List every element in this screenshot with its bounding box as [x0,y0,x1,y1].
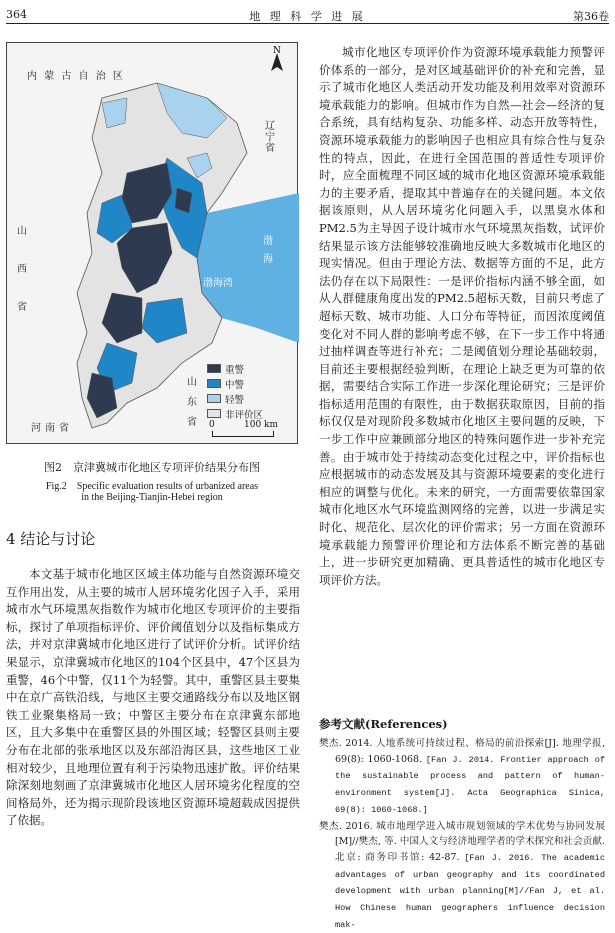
reference-en: [Fan J. 2016. The academic advantages of urban geography and its coordinated development with urban planning[M]//Fan J, et al. How Chinese human geographers influence decision mak- [335,852,605,930]
references-heading: 参考文献(References) [319,717,448,731]
label-henan: 河南省 [31,423,73,434]
scale-end: 100 km [244,420,279,430]
map-legend [207,361,263,421]
legend-swatch-nonevaluated [207,409,221,418]
label-shanxi: 山西省 [17,226,27,313]
label-liaoning: 辽宁省 [265,121,275,154]
legend-item: 中警 [207,376,263,391]
reference-list [319,736,605,933]
figure-caption-en: Fig.2 Specific evaluation results of urbanized areas [45,481,259,492]
page-number: 364 [6,8,27,21]
label-shandong: 山东省 [187,377,197,428]
conclusion-paragraph: 本文基于城市化地区区域主体功能与自然资源环境交互作用出发，从主要的城市人居环境劣化因子入手，采用城市水气环境黑灰指数作为城市化地区专项评价的主要指标，探讨了单项指标评价、评价阈值划分以及指标集成方法，并对京津冀城市化地区进行了试评价分析。试评价结果显示，京津冀城市化地区的104个区县中，47个区县为重警，46个中警，仅11个为轻警。其中，重警区县主要集中在京广高铁沿线，与地区主要交通路线分布以及地区钢铁工业聚集格局一致；中警区主要分布在京津冀东部地区，且大多集中在重警区县的外围区域；轻警区县则主要分布在北部的张承地区以及东部沿海区县，这些地区工业相对较少，且地理位置有利于污染物迅速扩散。评价结果除深刻地刻画了京津冀城市化地区人居环境劣化程度的空间格局外，还为揭示现阶段该地区资源环境超载成因提供了依据。 [6,567,300,828]
label-inner-mongolia: 内 蒙 古 自 治 区 [27,71,125,82]
scale-zero: 0 [209,420,215,430]
running-header [6,8,609,24]
scale-bar [212,431,274,437]
legend-item: 非评价区 [207,406,263,421]
figure-caption-cn: 图2 京津冀城市化地区专项评价结果分布图 [44,461,260,474]
legend-item: 轻警 [207,391,263,406]
section-heading: 4 结论与讨论 [6,530,96,548]
reference-cn: 樊杰. 2014. 人地系统可持续过程、格局的前沿探索[J]. 地理学报, 69(8): 1060-1068. [319,738,605,765]
volume-label: 第36卷 [573,10,609,23]
reference-en: [Fan J. 2014. Frontier approach of the sustainable process and pattern of human-environment system[J]. Acta Geographica Sinica, 69(8): 1060-1068.] [335,754,606,815]
reference-cn: 樊杰. 2016. 城市地理学进入城市规划领域的学术优势与协同发展[M]//樊杰, 等. 中国人文与经济地理学者的学术探究和社会贡献. 北京: 商务印书馆: 42-87. [319,820,605,863]
reference-item [319,736,605,819]
figure-caption-en-cont: in the Beijing-Tianjin-Hebei region [81,492,223,503]
legend-swatch-medium [207,379,221,388]
discussion-paragraph: 城市化地区专项评价作为资源环境承载能力预警评价体系的一部分，是对区域基础评价的补充和完善，显示了城市化地区人类活动开发功能及利用效率对资源环境承载能力的影响。但城市作为自然—社会—经济的复合系统，具有结构复杂、功能多样、动态开放等特性，资源环境承载能力的影响因子也相应具有综合性与复杂性的特点，因此，在进行全国范围的普适性专项评价时，应全面梳理不同区域的城市化地区资源环境承载能力的主要矛盾，提取其中普遍存在的关键问题。本文依据该原则，从人居环境劣化问题入手，以黑臭水体和PM2.5为主导因子设计城市水气环境黑灰指数，试评价结果显示该方法能够较准确地反映大多数城市化地区的现实情况。但由于理论方法、数据等方面的不足，此方法仍存在以下局限性：一是评价指标内涵不够全面，如从人群健康角度出发的PM2.5超标天数，目前只考虑了超标天数、城市功能、人口分布等特征，而因浓度阈值变化对不同人群的影响考虑不够，在下一步工作中将通过抽样调查等进行补充；二是阈值划分理论基础较弱，目前还主要根据经验判断，在理论上缺乏更为可靠的依据，需要结合实际工作进一步深化理论研究；三是评价指标适用范围的有限性，由于数据获取原因，目前的指标仅仅是对现阶段多数城市化地区主要问题的反映，下一步工作中应兼顾部分地区的特殊问题作进一步补充完善。由于城市处于持续动态变化过程之中，评价指标也应根据城市的动态发展及其与资源环境要素的变化进行相应的调整与优化。未来的研究，一方面需要依靠国家城市化地区水气环境监测网络的完善，以进一步满足实时化、规范化、层次化的评价需求；另一方面在资源环境承载能力预警评价理论和方法体系不断完善的基础上，进一步研究更加精确、更具普适性的城市化地区专项评价方法。 [319,45,605,587]
legend-item: 重警 [207,361,263,376]
journal-title: 地 理 科 学 进 展 [249,10,366,23]
label-bohai-bay: 渤海湾 [203,278,233,289]
svg-text:N: N [273,46,281,56]
evaluation-map [6,42,298,444]
legend-swatch-light [207,394,221,403]
label-bohai-sea: 渤海 [263,236,273,265]
legend-swatch-severe [207,364,221,373]
reference-item [319,819,605,933]
